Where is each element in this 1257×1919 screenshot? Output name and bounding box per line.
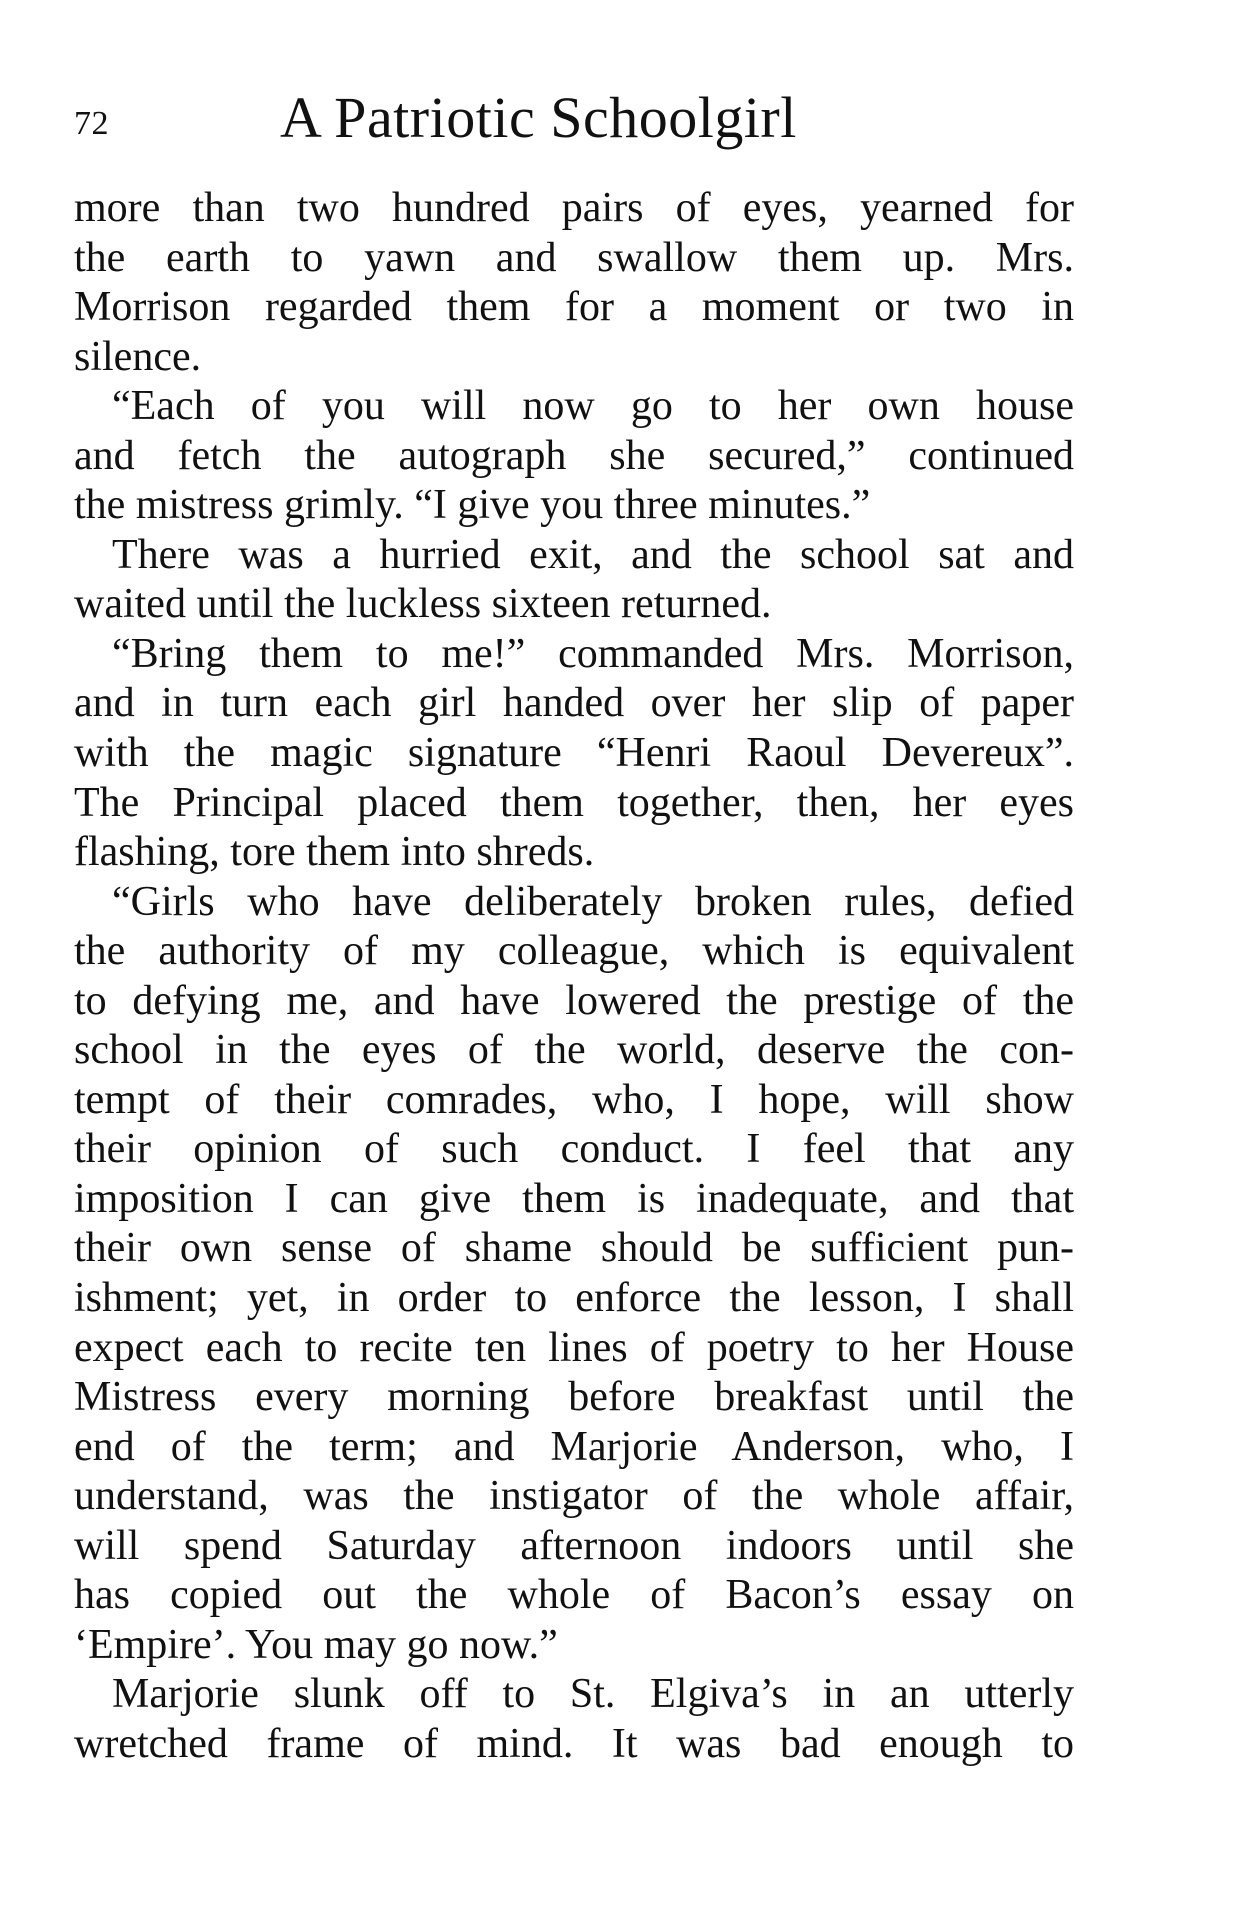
text-line: imposition I can give them is inadequate, and that [74, 1175, 1074, 1222]
page-header [74, 86, 1074, 156]
text-line: The Principal placed them together, then, her eyes [74, 779, 1074, 826]
text-line: ishment; yet, in order to enforce the lesson, I shall [74, 1275, 1074, 1322]
running-head: A Patriotic Schoolgirl [280, 85, 797, 150]
text-line: their own sense of shame should be sufficient pun- [74, 1225, 1074, 1272]
text-line: Marjorie slunk off to St. Elgiva’s in an utterly [112, 1671, 1074, 1718]
text-line: end of the term; and Marjorie Anderson, who, I [74, 1423, 1074, 1470]
text-line: with the magic signature “Henri Raoul Devereux”. [74, 730, 1074, 777]
text-line: ‘Empire’. You may go now.” [74, 1621, 558, 1668]
text-line: “Bring them to me!” commanded Mrs. Morrison, [112, 630, 1074, 677]
text-line: more than two hundred pairs of eyes, yearned for [74, 185, 1074, 231]
text-line: the mistress grimly. “I give you three minutes.” [74, 482, 871, 529]
text-line: wretched frame of mind. It was bad enough to [74, 1720, 1074, 1767]
text-line: will spend Saturday afternoon indoors until she [74, 1522, 1074, 1569]
text-line: school in the eyes of the world, deserve the con- [74, 1027, 1074, 1074]
text-line: There was a hurried exit, and the school sat and [112, 531, 1074, 578]
text-line: to defying me, and have lowered the prestige of the [74, 977, 1074, 1024]
text-line: expect each to recite ten lines of poetry to her House [74, 1324, 1074, 1371]
text-line: their opinion of such conduct. I feel that any [74, 1126, 1074, 1173]
text-line: the earth to yawn and swallow them up. Mrs. [74, 234, 1074, 281]
text-line: silence. [74, 333, 202, 380]
body-text [74, 184, 1074, 1770]
text-line: waited until the luckless sixteen returned. [74, 581, 772, 628]
text-line: Morrison regarded them for a moment or two in [74, 284, 1074, 331]
text-line: flashing, tore them into shreds. [74, 829, 595, 876]
text-line: and fetch the autograph she secured,” continued [74, 432, 1074, 479]
text-line: and in turn each girl handed over her slip of paper [74, 680, 1074, 727]
text-line: tempt of their comrades, who, I hope, will show [74, 1076, 1074, 1123]
text-line: has copied out the whole of Bacon’s essay on [74, 1572, 1074, 1619]
text-line: “Each of you will now go to her own house [112, 383, 1074, 430]
page-number: 72 [74, 105, 109, 142]
text-line: “Girls who have deliberately broken rules, defied [112, 878, 1074, 925]
text-line: the authority of my colleague, which is equivalent [74, 928, 1074, 975]
text-line: understand, was the instigator of the whole affair, [74, 1473, 1074, 1520]
text-line: Mistress every morning before breakfast until the [74, 1374, 1074, 1421]
